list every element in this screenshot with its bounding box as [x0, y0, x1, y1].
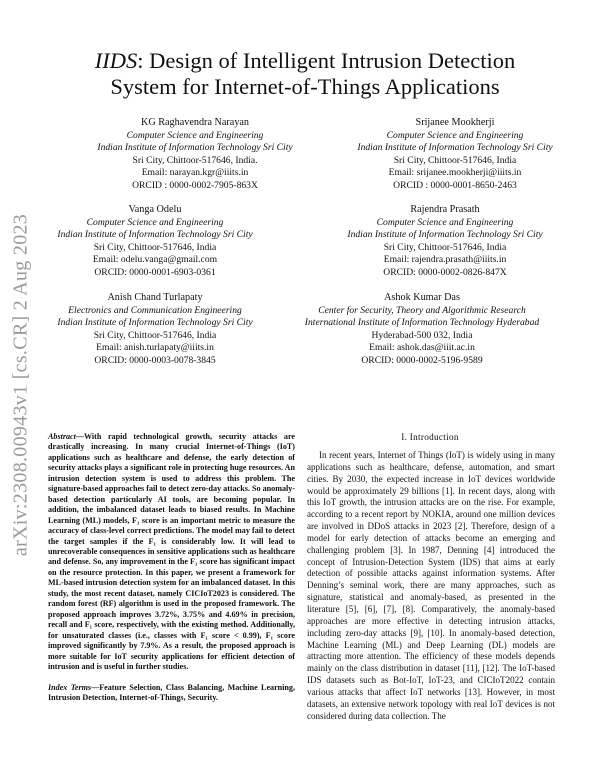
- author-address: Sri City, Chittoor-517646, India: [93, 241, 217, 253]
- introduction-text: In recent years, Internet of Things (IoT) is widely using in many applications such as healthcare, defense, automation, and smart cities. By 2030, the expected increase in IoT devices worldwide would be approximately 29 billions [1]. In recent days, along with this IoT growth, the intrusion attacks are on the rise. For example, according to a recent report by NOKIA, around one million devices are involved in DDoS attacks in 2023 [2]. Therefore, design of a model for early detection of attacks become an emerging and challenging problem [3]. In 1987, Denning [4] introduced the concept of Intrusion-Detection System (IDS) that aims at early detection of possible attacks against information systems. After Denning’s seminal work, there are many approaches, such as signature, statistical and anomaly-based, as presented in the literature [5], [6], [7], [8]. Comparatively, the anomaly-based approaches are more effective in detecting intrusion attacks, including zero-day attacks [9], [10]. In anomaly-based detection, Machine Learning (ML) and Deep Learning (DL) models are attracting more attention. The efficiency of these models depends mainly on the class distribution in dataset [11], [12]. The IoT-based IDS datasets such as Bot-IoT, IoT-23, and CICIoT2022 contain various attacks that affect IoT networks [13]. However, in most datasets, an extensive network topology with real IoT devices is not considered during data collection. The: [307, 450, 555, 721]
- author-block-4: [315, 204, 575, 280]
- author-dept: Center for Security, Theory and Algorithmic Research: [318, 304, 526, 316]
- author-address: Sri City, Chittoor-517646, India: [383, 241, 507, 253]
- author-name: Vanga Odelu: [128, 204, 182, 215]
- author-block-2: [325, 117, 585, 193]
- author-email[interactable]: Email: narayan.kgr@iiits.in: [141, 167, 249, 179]
- author-dept: Computer Science and Engineering: [376, 216, 514, 228]
- author-orcid: ORCID : 0000-0002-7905-863X: [132, 179, 258, 191]
- author-orcid: ORCID : 0000-0001-8650-2463: [393, 179, 517, 191]
- paper-title: [40, 48, 570, 100]
- author-name: Anish Chand Turlapaty: [107, 292, 203, 303]
- author-email[interactable]: Email: odelu.vanga@gmail.com: [92, 254, 218, 266]
- author-email[interactable]: Email: srijanee.mookherji@iiits.in: [388, 167, 522, 179]
- author-dept: Electronics and Communication Engineering: [68, 304, 242, 316]
- author-block-3: [30, 204, 280, 280]
- author-address: Sri City, Chittoor-517646, India: [93, 329, 217, 341]
- author-dept: Computer Science and Engineering: [86, 216, 224, 228]
- index-terms-text: —Feature Selection, Class Balancing, Machine Learning, Intrusion Detection, Internet-of-Things, Security.: [48, 683, 296, 703]
- section-heading-introduction: I. Introduction: [401, 432, 459, 442]
- arxiv-stamp-text: arXiv:2308.00943v1 [cs.CR] 2 Aug 2023: [9, 213, 32, 557]
- author-block-1: [70, 117, 320, 193]
- author-orcid: ORCID: 0000-0002-5196-9589: [361, 354, 483, 366]
- title-line2: System for Internet-of-Things Applications: [110, 74, 500, 99]
- author-name: KG Raghavendra Narayan: [140, 117, 250, 128]
- author-dept: Computer Science and Engineering: [386, 129, 524, 141]
- abstract: [48, 432, 295, 672]
- author-email[interactable]: Email: ashok.das@iiit.ac.in: [369, 342, 475, 354]
- author-name: Ashok Kumar Das: [384, 292, 460, 303]
- author-dept: Computer Science and Engineering: [126, 129, 264, 141]
- author-block-5: [30, 292, 280, 368]
- author-address: Hyderabad-500 032, India: [371, 329, 473, 341]
- author-institute: International Institute of Information Technology Hyderabad: [304, 317, 540, 329]
- author-orcid: ORCID: 0000-0001-6903-0361: [94, 266, 216, 278]
- author-name: Srijanee Mookherji: [415, 117, 495, 128]
- author-institute: Indian Institute of Information Technology Sri City: [357, 142, 553, 154]
- author-email[interactable]: Email: rajendra.prasath@iiits.in: [383, 254, 507, 266]
- abstract-text: —With rapid technological growth, security attacks are drastically increasing. In many crucial Internet-of-Things (IoT) applications such as healthcare and defense, the early detection of security attacks plays a significant role in protecting huge resources. An intrusion detection system is used to address this problem. The signature-based approaches fail to detect zero-day attacks. So anomaly-based detection particularly AI tools, are becoming popular. In addition, the imbalanced dataset leads to biased results. In Machine Learning (ML) models, F₁ score is an important metric to measure the accuracy of class-level correct predictions. The model may fail to detect the target samples if the F₁ is considerably low. It will lead to unrecoverable consequences in sensitive applications such as healthcare and defense. So, any improvement in the F₁ score has significant impact on the resource protection. In this paper, we present a framework for ML-based intrusion detection system for an imbalanced dataset. In this study, the most recent dataset, namely CICIoT2023 is considered. The random forest (RF) algorithm is used in the proposed framework. The proposed approach improves 3.72%, 3.75% and 4.69% in precision, recall and F₁ score, respectively, with the existing method. Additionally, for unsaturated classes (i.e., classes with F₁ score < 0.99), F₁ score improved significantly by 7.9%. As a result, the proposed approach is more suitable for IoT security applications for efficient detection of intrusion and is useful in further studies.: [48, 432, 295, 671]
- author-institute: Indian Institute of Information Technology Sri City: [97, 142, 293, 154]
- author-institute: Indian Institute of Information Technology Sri City: [57, 229, 253, 241]
- author-name: Rajendra Prasath: [410, 204, 480, 215]
- index-terms: [48, 683, 295, 704]
- author-orcid: ORCID: 0000-0003-0078-3845: [94, 354, 216, 366]
- author-orcid: ORCID: 0000-0002-0826-847X: [383, 266, 507, 278]
- index-terms-label: Index Terms: [48, 683, 92, 692]
- author-email[interactable]: Email: anish.turlapaty@iiits.in: [96, 342, 214, 354]
- title-line1-rest: : Design of Intelligent Intrusion Detection: [137, 48, 516, 73]
- author-institute: Indian Institute of Information Technology Sri City: [57, 317, 253, 329]
- author-address: Sri City, Chittoor-517646, India.: [132, 154, 258, 166]
- author-block-6: [272, 292, 572, 368]
- author-institute: Indian Institute of Information Technology Sri City: [347, 229, 543, 241]
- title-acronym: IIDS: [94, 48, 138, 73]
- abstract-label: Abstract: [48, 432, 76, 441]
- author-address: Sri City, Chittoor-517646, India: [393, 154, 517, 166]
